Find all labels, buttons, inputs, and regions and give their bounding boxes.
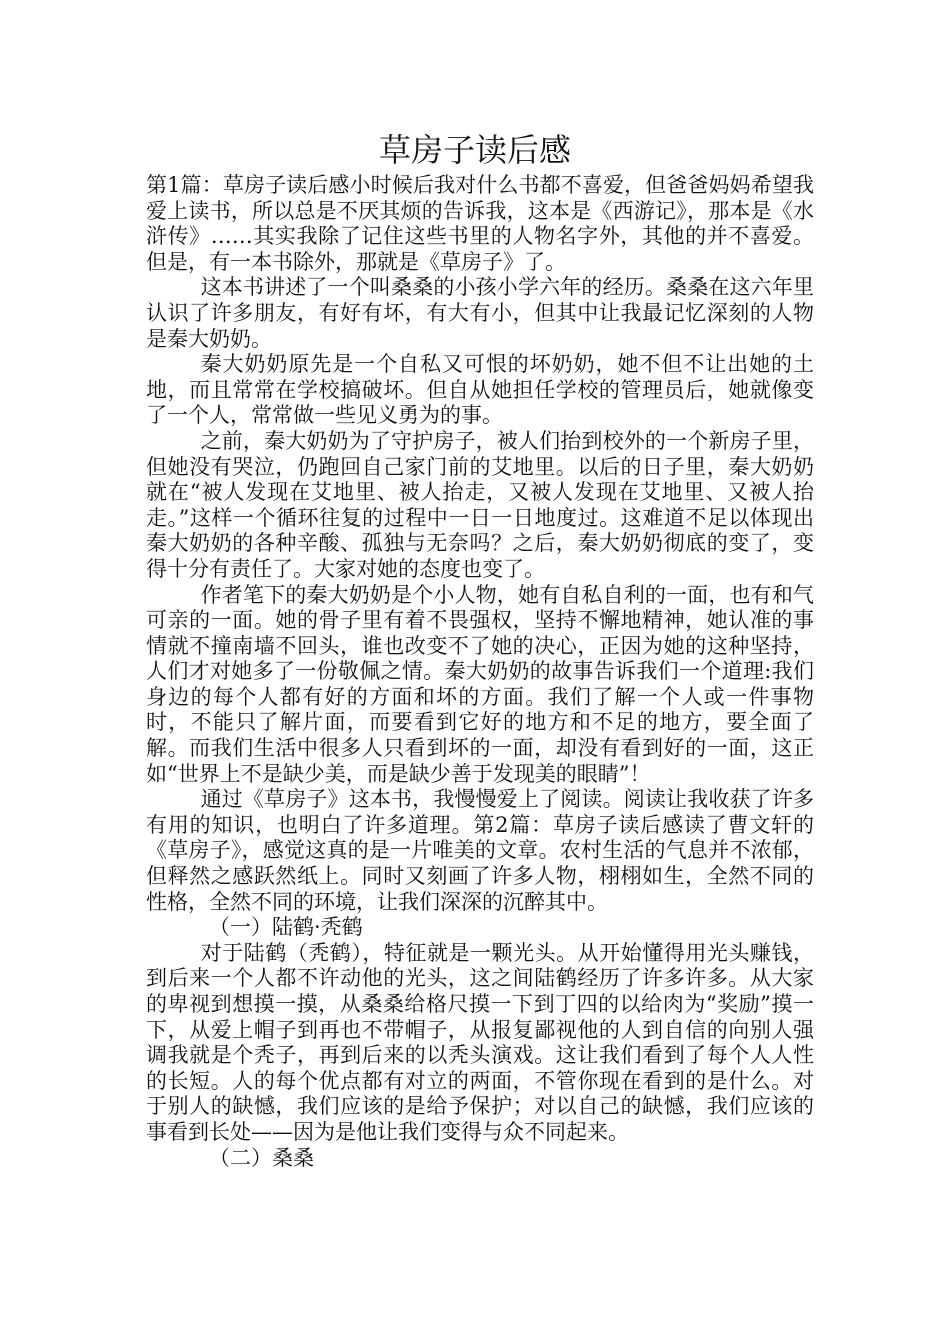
paragraph-7: 对于陆鹤（秃鹤），特征就是一颗光头。从开始懂得用光头赚钱，到后来一个人都不许动他的光头，这之间陆鹤经历了许多许多。从大家的卑视到想摸一摸，从桑桑给格尺摸一下到丁四的以给肉为“奖励”摸一下，从爱上帽子到再也不带帽子，从报复鄙视他的人到自信的向别人强调我就是个秃子，再到后来的以秃头演戏。这让我们看到了每个人人性的长短。人的每个优点都有对立的两面，不管你现在看到的是什么。对于别人的缺憾，我们应该的是给予保护；对以自己的缺憾，我们应该的事看到长处——因为是他让我们变得与众不同起来。 — [146, 940, 814, 1144]
section-heading-2: （二）桑桑 — [209, 1145, 314, 1170]
document-body — [146, 173, 814, 1171]
paragraph-6: 通过《草房子》这本书，我慢慢爱上了阅读。阅读让我收获了许多有用的知识，也明白了许多道理。第2篇：草房子读后感读了曹文轩的《草房子》，感觉这真的是一片唯美的文章。农村生活的气息并不浓郁，但释然之感跃然纸上。同时又刻画了许多人物，栩栩如生，全然不同的性格，全然不同的环境，让我们深深的沉醉其中。 — [146, 787, 814, 914]
paragraph-4: 之前，秦大奶奶为了守护房子，被人们抬到校外的一个新房子里，但她没有哭泣，仍跑回自己家门前的艾地里。以后的日子里，秦大奶奶就在“被人发现在艾地里、被人抬走，又被人发现在艾地里、又被人抬走。”这样一个循环往复的过程中一日一日地度过。这难道不足以体现出秦大奶奶的各种辛酸、孤独与无奈吗？之后，秦大奶奶彻底的变了，变得十分有责任了。大家对她的态度也变了。 — [146, 428, 814, 581]
document-title: 草房子读后感 — [378, 131, 571, 169]
section-heading-1: （一）陆鹤·秃鹤 — [209, 915, 363, 940]
paragraph-5: 作者笔下的秦大奶奶是个小人物，她有自私自利的一面，也有和气可亲的一面。她的骨子里有着不畏强权，坚持不懈地精神，她认准的事情就不撞南墙不回头，谁也改变不了她的决心，正因为她的这种坚持，人们才对她多了一份敬佩之情。秦大奶奶的故事告诉我们一个道理:我们身边的每个人都有好的方面和坏的方面。我们了解一个人或一件事物时，不能只了解片面，而要看到它好的地方和不足的地方，要全面了解。而我们生活中很多人只看到坏的一面，却没有看到好的一面，这正如“世界上不是缺少美，而是缺少善于发现美的眼睛”！ — [146, 582, 814, 786]
paragraph-3: 秦大奶奶原先是一个自私又可恨的坏奶奶，她不但不让出她的土地，而且常常在学校搞破坏。但自从她担任学校的管理员后，她就像变了一个人，常常做一些见义勇为的事。 — [146, 352, 814, 428]
paragraph-1: 第1篇：草房子读后感小时候后我对什么书都不喜爱，但爸爸妈妈希望我爱上读书，所以总是不厌其烦的告诉我，这本是《西游记》，那本是《水浒传》……其实我除了记住这些书里的人物名字外，其他的并不喜爱。但是，有一本书除外，那就是《草房子》了。 — [146, 173, 814, 274]
paragraph-2: 这本书讲述了一个叫桑桑的小孩小学六年的经历。桑桑在这六年里认识了许多朋友，有好有坏，有大有小，但其中让我最记忆深刻的人物是秦大奶奶。 — [146, 275, 814, 351]
